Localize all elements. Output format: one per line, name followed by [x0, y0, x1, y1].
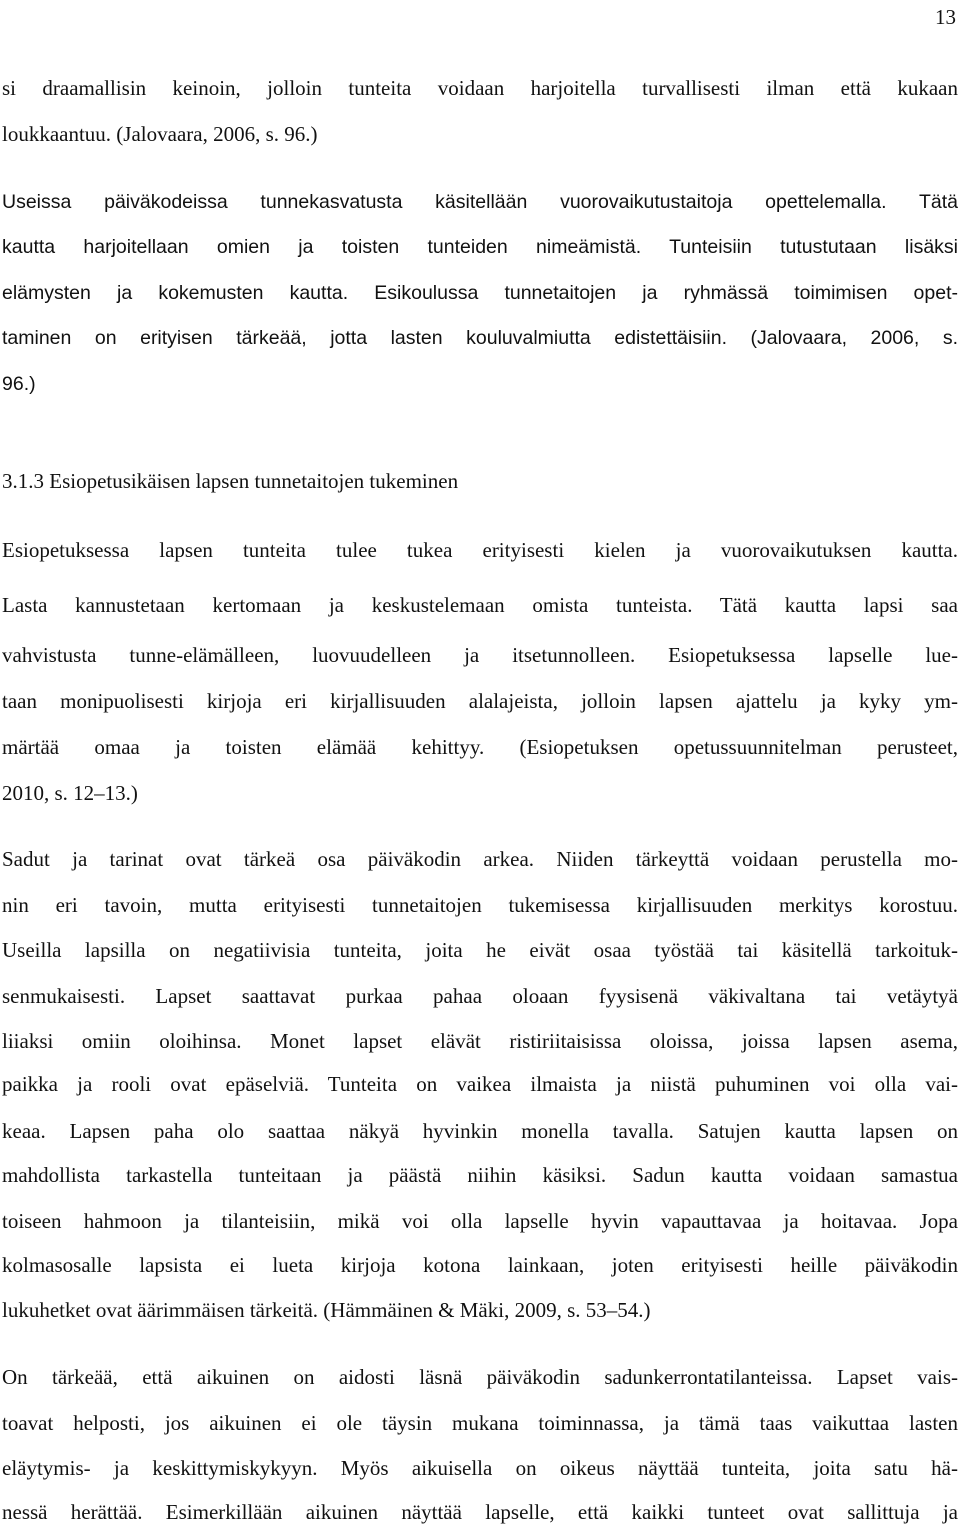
text-line: toiseen hahmoon ja tilanteisiin, mikä voi olla lapselle hyvin vapauttavaa ja hoitavaa. Jopa	[2, 1209, 958, 1233]
text-line: keaa. Lapsen paha olo saattaa näkyä hyvinkin monella tavalla. Satujen kautta lapsen on	[2, 1119, 958, 1143]
text-line: kautta harjoitellaan omien ja toisten tunteiden nimeämistä. Tunteisiin tutustutaan lisäksi	[2, 236, 958, 258]
text-line: paikka ja rooli ovat epäselviä. Tunteita on vaikea ilmaista ja niistä puhuminen voi olla vai-	[2, 1072, 958, 1096]
text-line: vahvistusta tunne-elämälleen, luovuudelleen ja itsetunnolleen. Esiopetuksessa lapselle lue-	[2, 643, 958, 667]
text-line: loukkaantuu. (Jalovaara, 2006, s. 96.)	[2, 122, 318, 146]
section-heading: 3.1.3 Esiopetusikäisen lapsen tunnetaitojen tukeminen	[2, 469, 459, 493]
text-line: Useissa päiväkodeissa tunnekasvatusta käsitellään vuorovaikutustaitoja opettelemalla. Tätä	[2, 191, 958, 213]
text-line: Sadut ja tarinat ovat tärkeä osa päiväkodin arkea. Niiden tärkeyttä voidaan perustella mo-	[2, 847, 958, 871]
text-line: mahdollista tarkastella tunteitaan ja päästä niihin käsiksi. Sadun kautta voidaan samastua	[2, 1163, 958, 1187]
text-line: toavat helposti, jos aikuinen ei ole täysin mukana toiminnassa, ja tämä taas vaikuttaa lasten	[2, 1411, 958, 1435]
text-line: nin eri tavoin, mutta erityisesti tunnetaitojen tukemisessa kirjallisuuden merkitys korostuu.	[2, 893, 958, 917]
text-line: senmukaisesti. Lapset saattavat purkaa pahaa oloaan fyysisenä väkivaltana tai vetäytyä	[2, 984, 958, 1008]
text-line: si draamallisin keinoin, jolloin tunteita voidaan harjoitella turvallisesti ilman että kukaan	[2, 76, 958, 100]
text-line: On tärkeää, että aikuinen on aidosti läsnä päiväkodin sadunkerrontatilanteissa. Lapset vais-	[2, 1365, 958, 1389]
text-line: liiaksi omiin oloihinsa. Monet lapset elävät ristiriitaisissa oloissa, joissa lapsen asema,	[2, 1029, 958, 1053]
text-line: lukuhetket ovat äärimmäisen tärkeitä. (Hämmäinen & Mäki, 2009, s. 53–54.)	[2, 1298, 651, 1322]
text-line: 2010, s. 12–13.)	[2, 781, 138, 805]
text-line: taan monipuolisesti kirjoja eri kirjallisuuden alalajeista, jolloin lapsen ajattelu ja kyky ym-	[2, 689, 958, 713]
text-line: Lasta kannustetaan kertomaan ja keskustelemaan omista tunteista. Tätä kautta lapsi saa	[2, 593, 958, 617]
text-line: nessä herättää. Esimerkillään aikuinen näyttää lapselle, että kaikki tunteet ovat sallittuja ja	[2, 1500, 958, 1524]
text-line: 96.)	[2, 373, 36, 395]
text-line: taminen on erityisen tärkeää, jotta lasten kouluvalmiutta edistettäisiin. (Jalovaara, 2006, s.	[2, 327, 958, 349]
text-line: elämysten ja kokemusten kautta. Esikoulussa tunnetaitojen ja ryhmässä toimimisen opet-	[2, 282, 958, 304]
text-line: märtää omaa ja toisten elämää kehittyy. (Esiopetuksen opetussuunnitelman perusteet,	[2, 735, 958, 759]
text-line: Useilla lapsilla on negatiivisia tunteita, joita he eivät osaa työstää tai käsitellä tarkoituk-	[2, 938, 958, 962]
text-line: kolmasosalle lapsista ei lueta kirjoja kotona lainkaan, joten erityisesti heille päiväkodin	[2, 1253, 958, 1277]
text-line: eläytymis- ja keskittymiskykyyn. Myös aikuisella on oikeus näyttää tunteita, joita satu hä-	[2, 1456, 958, 1480]
page-number: 13	[935, 5, 956, 29]
text-line: Esiopetuksessa lapsen tunteita tulee tukea erityisesti kielen ja vuorovaikutuksen kautta.	[2, 538, 958, 562]
